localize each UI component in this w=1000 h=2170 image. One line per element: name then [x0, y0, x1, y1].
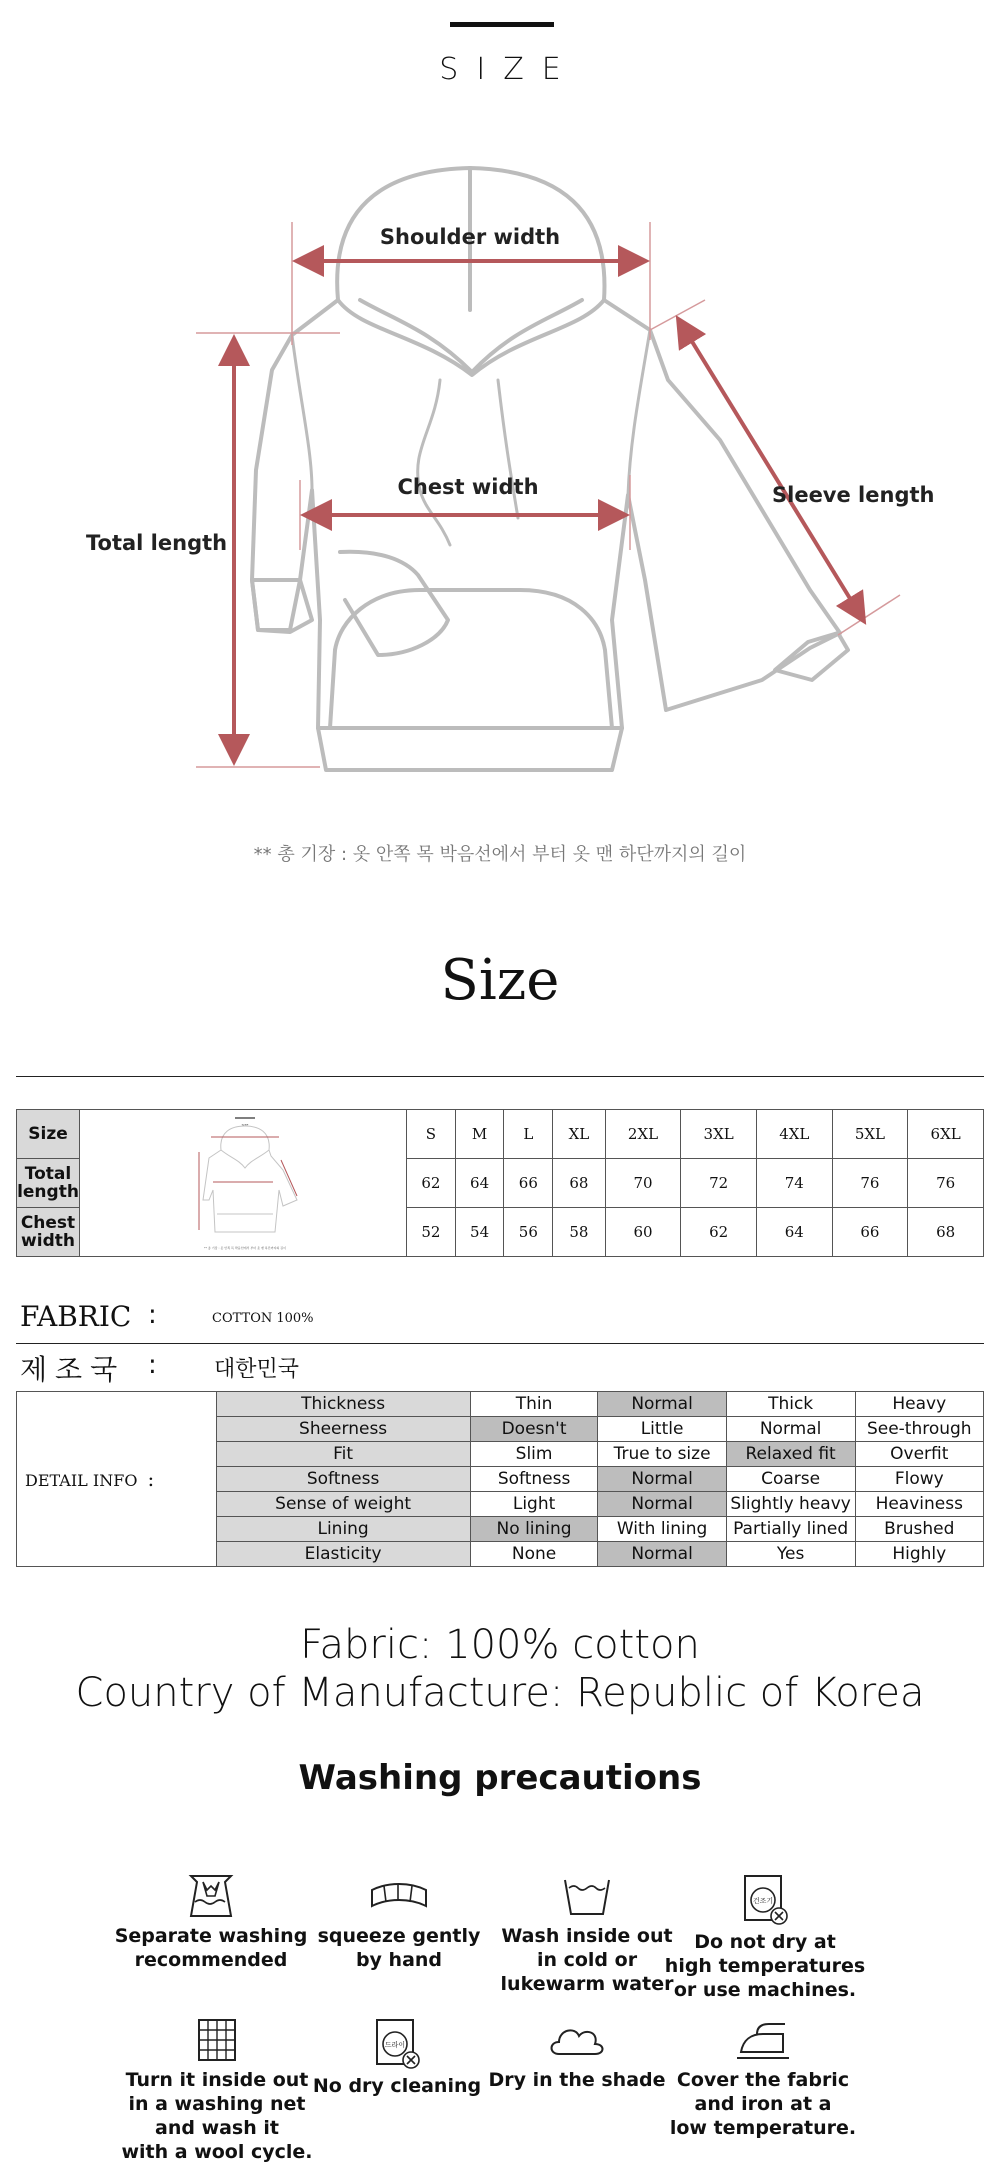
detail-option: Coarse: [726, 1467, 855, 1492]
care-item-iron: [658, 2016, 868, 2140]
detail-option-selected: Normal: [598, 1542, 726, 1567]
detail-option-selected: Normal: [598, 1392, 726, 1417]
detail-option: Overfit: [855, 1442, 983, 1467]
origin-colon: :: [148, 1350, 157, 1380]
care-text: Dry in the shade: [488, 2069, 666, 2091]
detail-option: Highly: [855, 1542, 983, 1567]
detail-option: Brushed: [855, 1517, 983, 1542]
table-cell: 60: [605, 1208, 681, 1257]
table-cell: 66: [504, 1159, 553, 1208]
care-text: Do not dry at high temperatures or use machines.: [664, 1931, 866, 2001]
svg-text:SIZE: SIZE: [241, 1123, 249, 1127]
size-col-l: L: [504, 1110, 553, 1159]
care-item-squeeze: [294, 1872, 504, 1972]
care-item-separate-wash: [106, 1872, 316, 1972]
detail-option: Slim: [470, 1442, 598, 1467]
top-divider: [450, 22, 554, 27]
table-cell: 72: [681, 1159, 757, 1208]
svg-text:** 총 기장 : 옷 안쪽 목 박음선에서 부터 옷 맨: ** 총 기장 : 옷 안쪽 목 박음선에서 부터 옷 맨 하단까지의 길이: [203, 1246, 287, 1250]
wash-net-icon: [191, 2016, 243, 2064]
detail-attribute: Thickness: [216, 1392, 470, 1417]
size-title: Size: [440, 948, 560, 1013]
table-cell: 52: [407, 1208, 456, 1257]
detail-option: Heavy: [855, 1392, 983, 1417]
detail-option: True to size: [598, 1442, 726, 1467]
care-item-no-dryer: [660, 1872, 870, 2002]
care-text: Separate washing recommended: [114, 1925, 308, 1971]
size-col-6xl: 6XL: [908, 1110, 984, 1159]
wash-basin-icon: [561, 1872, 613, 1920]
detail-info-table: [16, 1391, 984, 1567]
detail-option-selected: Normal: [598, 1492, 726, 1517]
care-item-wash-net: [112, 2016, 322, 2164]
shoulder-width-label: Shoulder width: [379, 225, 561, 249]
hoodie-outline: [252, 168, 848, 770]
care-text: No dry cleaning: [312, 2075, 482, 2097]
size-col-3xl: 3XL: [681, 1110, 757, 1159]
total-length-header: Total length: [17, 1159, 80, 1208]
detail-attribute: Lining: [216, 1517, 470, 1542]
measurement-note: ** 총 기장 : 옷 안쪽 목 박음선에서 부터 옷 맨 하단까지의 길이: [253, 844, 747, 865]
fabric-divider: [16, 1343, 984, 1344]
detail-option: Slightly heavy: [726, 1492, 855, 1517]
chest-width-label: Chest width: [397, 475, 539, 499]
detail-option: Heaviness: [855, 1492, 983, 1517]
table-cell: 56: [504, 1208, 553, 1257]
svg-text:건조기: 건조기: [752, 1897, 774, 1905]
detail-option: With lining: [598, 1517, 726, 1542]
table-cell: 68: [553, 1159, 605, 1208]
size-col-5xl: 5XL: [832, 1110, 908, 1159]
care-item-shade-dry: [472, 2016, 682, 2092]
washing-title: Washing precautions: [298, 1758, 702, 1798]
table-cell: 66: [832, 1208, 908, 1257]
table-cell: 76: [908, 1159, 984, 1208]
detail-option: Little: [598, 1417, 726, 1442]
table-cell: 54: [455, 1208, 504, 1257]
detail-attribute: Sheerness: [216, 1417, 470, 1442]
detail-option: Thin: [470, 1392, 598, 1417]
size-col-s: S: [407, 1110, 456, 1159]
table-cell: 68: [908, 1208, 984, 1257]
hoodie-thumbnail-icon: [143, 1110, 343, 1252]
detail-option-selected: Doesn't: [470, 1417, 598, 1442]
sleeve-length-label: Sleeve length: [772, 483, 935, 507]
size-col-4xl: 4XL: [756, 1110, 832, 1159]
no-dry-cleaning-icon: [371, 2016, 423, 2070]
shade-dry-icon: [547, 2016, 607, 2064]
detail-option: Yes: [726, 1542, 855, 1567]
detail-option: Partially lined: [726, 1517, 855, 1542]
table-cell: 64: [756, 1208, 832, 1257]
table-cell: 62: [407, 1159, 456, 1208]
fabric-english: Fabric: 100% cotton: [300, 1622, 700, 1668]
origin-value: 대한민국: [214, 1357, 300, 1382]
shirt-in-water-icon: [185, 1872, 237, 1920]
detail-attribute: Sense of weight: [216, 1492, 470, 1517]
detail-option: Normal: [726, 1417, 855, 1442]
detail-option-selected: Normal: [598, 1467, 726, 1492]
detail-option: None: [470, 1542, 598, 1567]
size-header-cell: Size: [17, 1110, 80, 1159]
size-header-row: [17, 1110, 984, 1159]
iron-icon: [733, 2016, 793, 2064]
size-thumbnail: [80, 1110, 407, 1257]
care-text: squeeze gently by hand: [317, 1925, 481, 1971]
care-item-no-dry-cleaning: [292, 2016, 502, 2098]
fabric-label: FABRIC: [20, 1300, 132, 1333]
total-length-label: Total length: [86, 531, 228, 555]
table-cell: 74: [756, 1159, 832, 1208]
detail-option: Thick: [726, 1392, 855, 1417]
size-col-2xl: 2XL: [605, 1110, 681, 1159]
svg-text:드라이: 드라이: [384, 2041, 406, 2049]
size-col-xl: XL: [553, 1110, 605, 1159]
fabric-colon: :: [148, 1300, 157, 1330]
detail-option: Softness: [470, 1467, 598, 1492]
detail-attribute: Fit: [216, 1442, 470, 1467]
care-text: Wash inside out in cold or lukewarm water: [500, 1925, 674, 1995]
detail-option-selected: Relaxed fit: [726, 1442, 855, 1467]
table-cell: 64: [455, 1159, 504, 1208]
size-col-m: M: [455, 1110, 504, 1159]
detail-option: Light: [470, 1492, 598, 1517]
country-english: Country of Manufacture: Republic of Korea: [75, 1670, 925, 1716]
hoodie-size-diagram: [0, 150, 1000, 790]
origin-label: 제조국: [20, 1353, 126, 1386]
detail-attribute: Softness: [216, 1467, 470, 1492]
detail-info-label: DETAIL INFO :: [17, 1392, 217, 1567]
detail-attribute: Elasticity: [216, 1542, 470, 1567]
table-cell: 76: [832, 1159, 908, 1208]
measurement-arrows: [234, 261, 862, 758]
sleeve-arrow: [680, 322, 862, 618]
detail-row: [17, 1392, 984, 1417]
detail-option: See-through: [855, 1417, 983, 1442]
chest-width-header: Chest width: [17, 1208, 80, 1257]
section-divider: [16, 1076, 984, 1077]
detail-option-selected: No lining: [470, 1517, 598, 1542]
care-text: Turn it inside out in a washing net and wash it with a wool cycle.: [121, 2069, 313, 2163]
fabric-value: COTTON 100%: [212, 1311, 314, 1326]
size-heading: SIZE: [439, 52, 579, 87]
table-cell: 62: [681, 1208, 757, 1257]
table-cell: 58: [553, 1208, 605, 1257]
size-table: [16, 1109, 984, 1257]
care-text: Cover the fabric and iron at a low temperature.: [669, 2069, 857, 2139]
no-dryer-icon: [739, 1872, 791, 1926]
detail-option: Flowy: [855, 1467, 983, 1492]
squeeze-icon: [368, 1872, 430, 1920]
table-cell: 70: [605, 1159, 681, 1208]
